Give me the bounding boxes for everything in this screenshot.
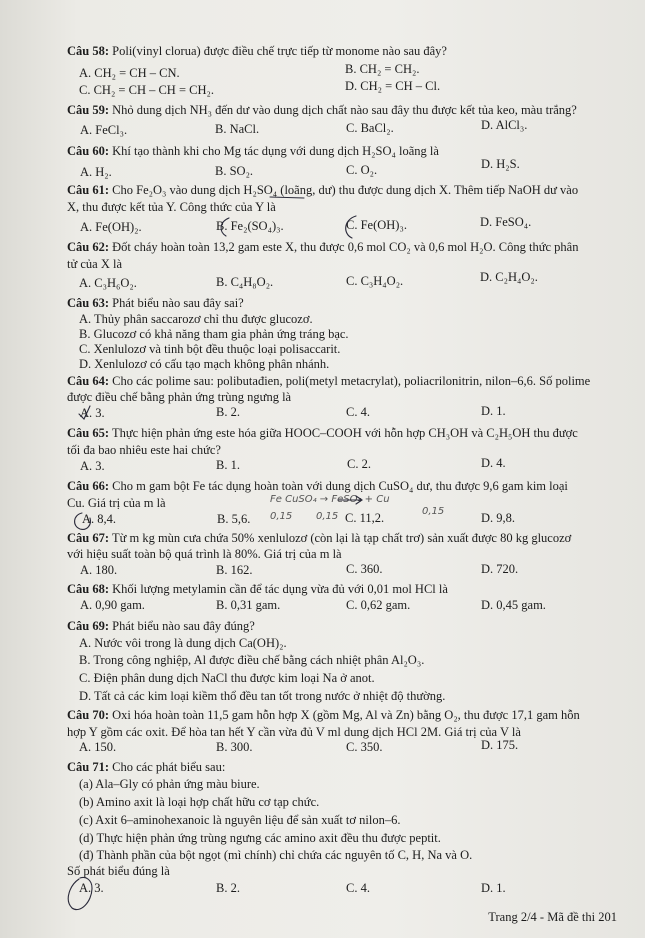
q69-statement-a: A. Nước vôi trong là dung dịch Ca(OH)₂.: [79, 636, 287, 650]
question-64: Câu 64: Cho các polime sau: polibutađien, poli(metyl metacrylat), poliacrilonitrin, nilon–6,6. Số polime: [67, 374, 591, 388]
q70-option-d: D. 175.: [481, 738, 519, 752]
q69-statement-c: C. Điện phân dung dịch NaCl thu được kim loại Na ở anot.: [79, 671, 375, 685]
q62-option-a: A. C₃H₆O₂.: [79, 276, 137, 290]
q70-option-a: A. 150.: [79, 740, 117, 754]
q64-option-c: C. 4.: [346, 405, 370, 419]
q65-option-d: D. 4.: [481, 456, 506, 470]
q66-option-a: A. 8,4.: [82, 512, 117, 526]
question-70: Câu 70: Oxi hóa hoàn toàn 11,5 gam hỗn hợp X (gồm Mg, Al và Zn) bằng O₂, thu được 17,1 gam hỗn: [67, 708, 580, 722]
q71-statement-c: (c) Axit 6–aminohexanoic là nguyên liệu để sản xuất tơ nilon–6.: [79, 813, 401, 827]
q66-handwritten-mol-2: 0,15: [316, 511, 339, 522]
q66-handwritten-mol-3: 0,15: [422, 506, 445, 517]
q63-statement-a: A. Thủy phân saccarozơ chỉ thu được glucozơ.: [79, 312, 313, 326]
question-62: Câu 62: Đốt cháy hoàn toàn 13,2 gam este X, thu được 0,6 mol CO₂ và 0,6 mol H₂O. Công thức phân: [67, 240, 579, 254]
q63-statement-b: B. Glucozơ có khả năng tham gia phản ứng tráng bạc.: [79, 327, 349, 341]
question-70-line2: hợp Y gồm các oxit. Để hòa tan hết Y cần vừa đủ V ml dung dịch HCl 2M. Giá trị của V là: [67, 725, 521, 739]
question-62-line2: tử của X là: [67, 257, 123, 271]
question-63: Câu 63: Phát biểu nào sau đây sai?: [67, 296, 244, 310]
question-64-line2: được điều chế bằng phản ứng trùng ngưng là: [67, 390, 292, 404]
question-69: Câu 69: Phát biểu nào sau đây đúng?: [67, 619, 255, 633]
q69-statement-b: B. Trong công nghiệp, Al được điều chế bằng cách nhiệt phân Al₂O₃.: [79, 653, 425, 667]
question-66: Câu 66: Cho m gam bột Fe tác dụng hoàn toàn với dung dịch CuSO₄ dư, thu được 9,6 gam kim loại: [67, 479, 568, 493]
q69-statement-d: D. Tất cả các kim loại kiềm thổ đều tan tốt trong nước ở nhiệt độ thường.: [79, 689, 446, 703]
q60-option-b: B. SO₂.: [215, 164, 254, 178]
question-67: Câu 67: Từ m kg mùn cưa chứa 50% xenlulozơ (còn lại là tạp chất trơ) sản xuất được 80 kg glucozơ: [67, 531, 572, 545]
question-65-line2: tối đa bao nhiêu este hai chức?: [67, 443, 221, 457]
q58-option-c: C. CH₂ = CH – CH = CH₂.: [79, 83, 214, 97]
q63-statement-d: D. Xenlulozơ có cấu tạo mạch không phân nhánh.: [79, 357, 330, 371]
q59-option-d: D. AlCl₃.: [481, 118, 528, 132]
q66-option-c: C. 11,2.: [345, 511, 385, 525]
q70-option-b: B. 300.: [216, 740, 253, 754]
q59-option-c: C. BaCl₂.: [346, 121, 394, 135]
q67-option-a: A. 180.: [80, 563, 118, 577]
question-58: Câu 58: Poli(vinyl clorua) được điều chế trực tiếp từ monome nào sau đây?: [67, 44, 447, 58]
q70-option-c: C. 350.: [346, 740, 383, 754]
q58-option-b: B. CH₂ = CH₂.: [345, 62, 420, 76]
q71-statement-e: (đ) Thành phần của bột ngọt (mì chính) chỉ chứa các nguyên tố C, H, Na và O.: [79, 848, 473, 862]
q58-option-d: D. CH₂ = CH – Cl.: [345, 79, 441, 93]
q65-option-b: B. 1.: [216, 458, 240, 472]
q71-option-c: C. 4.: [346, 881, 370, 895]
question-61-line2: X, thu được kết tủa Y. Công thức của Y là: [67, 200, 276, 214]
question-68: Câu 68: Khối lượng metylamin cần để tác dụng vừa đủ với 0,01 mol HCl là: [67, 582, 448, 596]
q60-option-d: D. H₂S.: [481, 157, 520, 171]
q71-statement-a: (a) Ala–Gly có phản ứng màu biure.: [79, 777, 260, 791]
q64-option-d: D. 1.: [481, 404, 506, 418]
q68-option-a: A. 0,90 gam.: [80, 598, 145, 612]
q62-option-b: B. C₄H₈O₂.: [216, 275, 274, 289]
q66-option-b: B. 5,6.: [217, 512, 251, 526]
question-71-prompt: Số phát biểu đúng là: [67, 864, 170, 878]
q66-handwritten-reaction: Fe CuSO₄ → FeSO₄ + Cu: [270, 494, 390, 505]
q61-option-c: C. Fe(OH)₃.: [346, 218, 407, 232]
question-67-line2: với hiệu suất toàn bộ quá trình là 80%. Giá trị của m là: [67, 547, 342, 561]
q59-option-a: A. FeCl₃.: [80, 123, 128, 137]
question-71: Câu 71: Cho các phát biểu sau:: [67, 760, 226, 774]
q67-option-d: D. 720.: [481, 562, 519, 576]
q64-option-a: A. 3.: [80, 406, 105, 420]
q64-option-b: B. 2.: [216, 405, 240, 419]
q58-option-a: A. CH₂ = CH – CN.: [79, 66, 180, 80]
q59-option-b: B. NaCl.: [215, 122, 260, 136]
q66-handwritten-mol-1: 0,15: [270, 511, 293, 522]
q63-statement-c: C. Xenlulozơ và tinh bột đều thuộc loại polisaccarit.: [79, 342, 341, 356]
q61-option-b: B. Fe₂(SO₄)₃.: [216, 219, 284, 233]
q71-option-d: D. 1.: [481, 881, 506, 895]
q68-option-d: D. 0,45 gam.: [481, 598, 546, 612]
q66-option-d: D. 9,8.: [481, 511, 516, 525]
q62-option-d: D. C₂H₄O₂.: [480, 270, 538, 284]
q62-option-c: C. C₃H₄O₂.: [346, 274, 404, 288]
q61-option-a: A. Fe(OH)₂.: [80, 220, 142, 234]
q60-option-c: C. O₂.: [346, 163, 378, 177]
q60-option-a: A. H₂.: [80, 165, 112, 179]
q67-option-b: B. 162.: [216, 563, 253, 577]
q61-option-d: D. FeSO₄.: [480, 215, 532, 229]
q71-option-a: A. 3.: [79, 881, 104, 895]
question-65: Câu 65: Thực hiện phản ứng este hóa giữa HOOC–COOH với hỗn hợp CH₃OH và C₂H₅OH thu được: [67, 426, 578, 440]
question-59: Câu 59: Nhỏ dung dịch NH₃ đến dư vào dung dịch chất nào sau đây thu được kết tủa keo, màu trắng?: [67, 103, 577, 117]
q71-statement-d: (d) Thực hiện phản ứng trùng ngưng các amino axit đều thu được peptit.: [79, 831, 441, 845]
q71-statement-b: (b) Amino axit là loại hợp chất hữu cơ tạp chức.: [79, 795, 320, 809]
q71-option-b: B. 2.: [216, 881, 240, 895]
q68-option-c: C. 0,62 gam.: [346, 598, 411, 612]
q65-option-a: A. 3.: [80, 459, 105, 473]
question-66-line2: Cu. Giá trị của m là: [67, 496, 166, 510]
q68-option-b: B. 0,31 gam.: [216, 598, 281, 612]
question-61: Câu 61: Cho Fe₂O₃ vào dung dịch H₂SO₄ (loãng, dư) thu được dung dịch X. Thêm tiếp NaOH dư vào: [67, 183, 579, 197]
q65-option-c: C. 2.: [347, 457, 371, 471]
page-footer: Trang 2/4 - Mã đề thi 201: [488, 910, 617, 924]
question-60: Câu 60: Khí tạo thành khi cho Mg tác dụng với dung dịch H₂SO₄ loãng là: [67, 144, 439, 158]
q67-option-c: C. 360.: [346, 562, 383, 576]
